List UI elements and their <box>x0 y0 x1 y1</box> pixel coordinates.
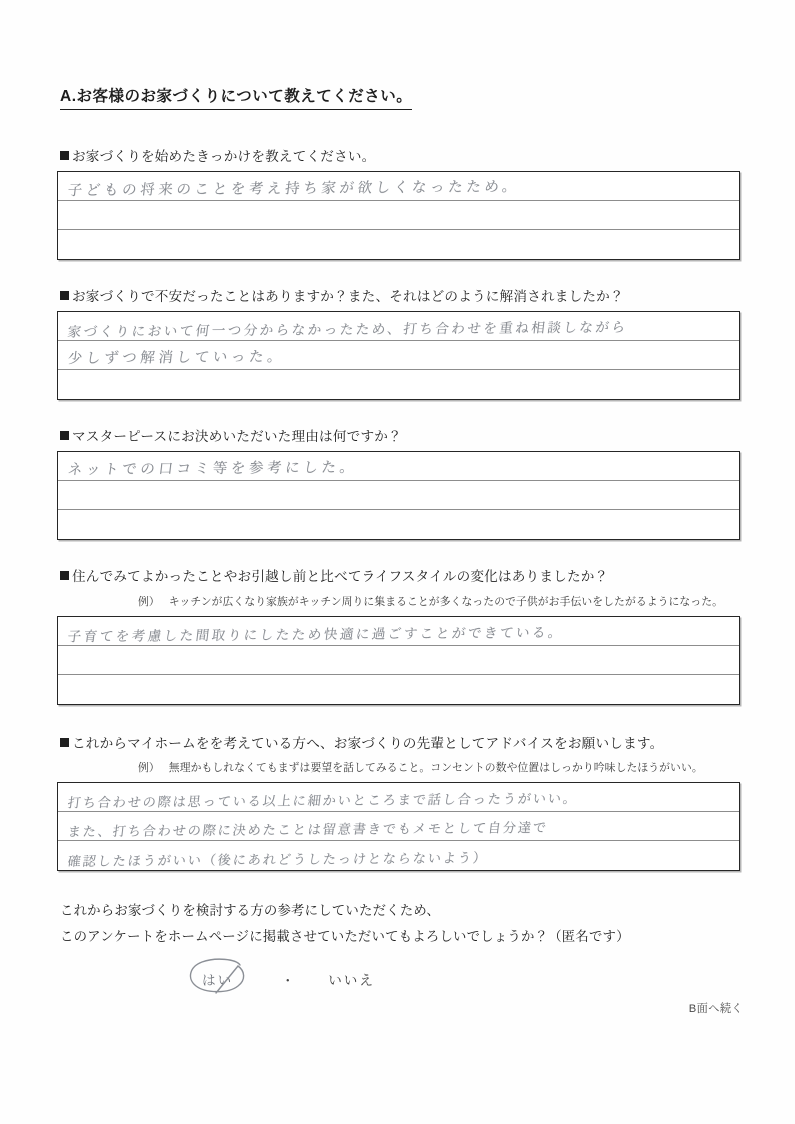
answer-row[interactable] <box>58 341 739 370</box>
square-bullet-icon <box>60 571 69 580</box>
handwritten-answer: 少しずつ解消していった。 <box>66 349 287 367</box>
question-label-3 <box>60 425 402 445</box>
answer-row[interactable] <box>58 812 739 841</box>
choice-separator: ・ <box>281 972 295 988</box>
example-text: キッチンが広くなり家族がキッチン周りに集まることが多くなったので子供がお手伝いをしたがるようになった。 <box>168 596 724 608</box>
question-label-1 <box>60 145 375 165</box>
question-label-4 <box>60 565 608 585</box>
page-title: A.お客様のお家づくりについて教えてください。 <box>60 84 412 110</box>
handwritten-answer: また、打ち合わせの際に決めたことは留意書きでもメモとして自分達で <box>66 820 549 841</box>
square-bullet-icon <box>60 151 69 160</box>
answer-row[interactable] <box>58 510 739 539</box>
question-text-1: お家づくりを始めたきっかけを教えてください。 <box>72 149 376 164</box>
handwritten-answer: 子育てを考慮した間取りにしたため快適に過ごすことができている。 <box>66 624 565 646</box>
consent-line-2: このアンケートをホームページに掲載させていただいてもよろしいでしょうか？（匿名です） <box>60 929 630 944</box>
square-bullet-icon <box>60 291 69 300</box>
square-bullet-icon <box>60 431 69 440</box>
answer-row[interactable] <box>58 646 739 675</box>
answer-box-1[interactable] <box>57 171 740 260</box>
question-text-2: お家づくりで不安だったことはありますか？また、それはどのように解消されましたか？ <box>72 289 624 304</box>
answer-row[interactable] <box>58 370 739 399</box>
example-marker: 例） <box>138 596 160 608</box>
answer-row[interactable] <box>58 841 739 870</box>
question-example-4 <box>138 594 723 609</box>
answer-row[interactable] <box>58 617 739 646</box>
example-marker: 例） <box>138 762 160 774</box>
page-footnote: B面へ続く <box>688 1003 743 1015</box>
question-label-5 <box>60 732 663 752</box>
choice-yes[interactable] <box>190 966 247 992</box>
handwritten-answer: ネットでの口コミ等を参考にした。 <box>66 459 359 479</box>
answer-box-5[interactable] <box>57 782 740 871</box>
handwritten-answer: 子どもの将来のことを考え持ち家が欲しくなったため。 <box>66 179 521 199</box>
answer-row[interactable] <box>58 201 739 230</box>
question-text-4: 住んでみてよかったことやお引越し前と比べてライフスタイルの変化はありましたか？ <box>72 569 609 584</box>
answer-box-4[interactable] <box>57 616 740 705</box>
answer-row[interactable] <box>58 312 739 341</box>
question-text-5: これからマイホームをを考えている方へ、お家づくりの先輩としてアドバイスをお願いします。 <box>72 736 664 751</box>
handwritten-answer: 確認したほうがいい（後にあれどうしたっけとならないよう） <box>66 851 489 870</box>
example-text: 無理かもしれなくてもまずは要望を話してみること。コンセントの数や位置はしっかり吟味したほうがいい。 <box>168 762 703 774</box>
answer-row[interactable] <box>58 481 739 510</box>
answer-row[interactable] <box>58 172 739 201</box>
choice-yes-label: はい <box>202 973 234 988</box>
choice-no-label: いいえ <box>328 973 375 988</box>
question-example-5 <box>138 760 703 775</box>
handwritten-answer: 家づくりにおいて何一つ分からなかったため、打ち合わせを重ね相談しながら <box>66 319 629 341</box>
answer-row[interactable] <box>58 783 739 812</box>
consent-choice-group <box>190 966 375 992</box>
consent-line-1: これからお家づくりを検討する方の参考にしていただくため、 <box>60 903 440 918</box>
answer-box-2[interactable] <box>57 311 740 400</box>
answer-row[interactable] <box>58 230 739 259</box>
choice-no[interactable] <box>328 969 375 989</box>
handwritten-answer: 打ち合わせの際は思っている以上に細かいところまで話し合ったうがいい。 <box>66 791 579 812</box>
square-bullet-icon <box>60 738 69 747</box>
answer-row[interactable] <box>58 675 739 704</box>
answer-row[interactable] <box>58 452 739 481</box>
question-label-2 <box>60 285 624 305</box>
question-text-3: マスターピースにお決めいただいた理由は何ですか？ <box>72 429 402 444</box>
answer-box-3[interactable] <box>57 451 740 540</box>
